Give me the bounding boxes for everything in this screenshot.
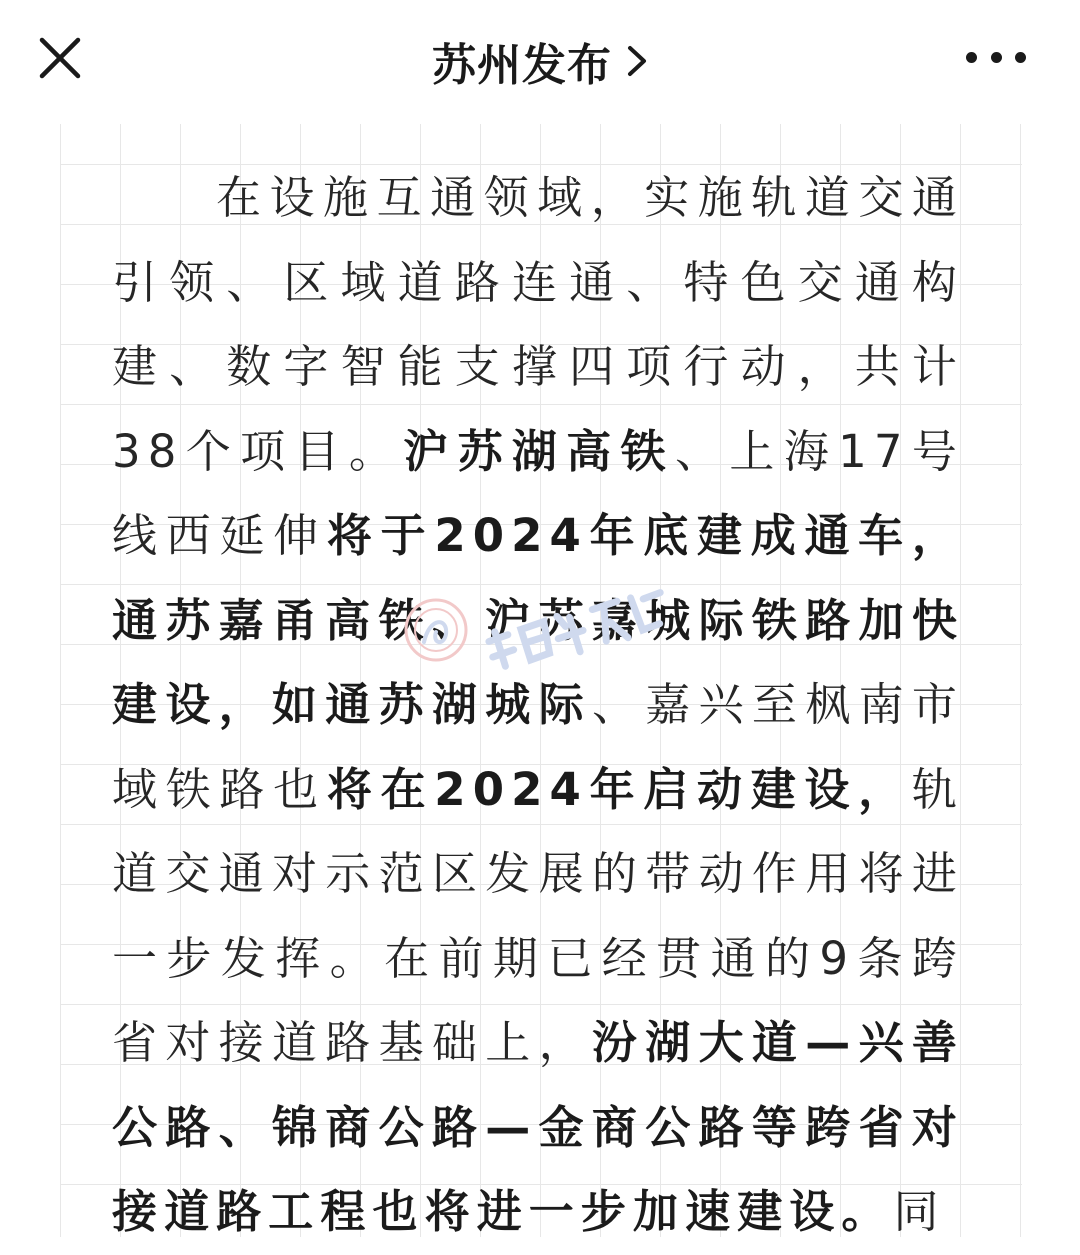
article-text-segment: 轨道交通对示范区发展的带动作用将进一步发挥。在前期已经贯通的9条跨省对接道路基础上，	[112, 762, 964, 1069]
article-bold-segment: 将在2024年启动建设，	[326, 762, 912, 816]
article-text-segment: 、上海17号线西延伸	[112, 424, 964, 562]
account-title-link[interactable]	[432, 29, 648, 93]
article-bold-segment: 沪苏湖高铁	[403, 424, 676, 478]
article-bold-segment: 将于2024年底建成通车，通苏嘉甬高铁、沪苏嘉城际铁路加快建设，如通苏湖城际	[112, 509, 965, 731]
article-text-segment: 同	[893, 1185, 946, 1238]
close-icon	[36, 34, 84, 82]
more-options-button[interactable]	[966, 40, 1026, 74]
article-text-segment: 在设施互通领域，实施轨道交通引领、区域道路连通、特色交通构建、数字智能支撑四项行动，共计38个项目。	[112, 171, 964, 478]
account-title: 苏州发布	[432, 40, 612, 91]
chevron-right-icon	[626, 44, 648, 78]
article-body	[112, 156, 964, 1255]
article-bold-segment: 汾湖大道—兴善公路、锦商公路—金商公路等跨省对接道路工程也将进一步加速建设。	[112, 1016, 964, 1238]
article-text-segment: 、嘉兴至枫南市域铁路也	[112, 678, 964, 816]
close-button[interactable]	[36, 34, 84, 82]
more-horizontal-icon	[966, 52, 977, 63]
top-bar	[0, 0, 1080, 122]
